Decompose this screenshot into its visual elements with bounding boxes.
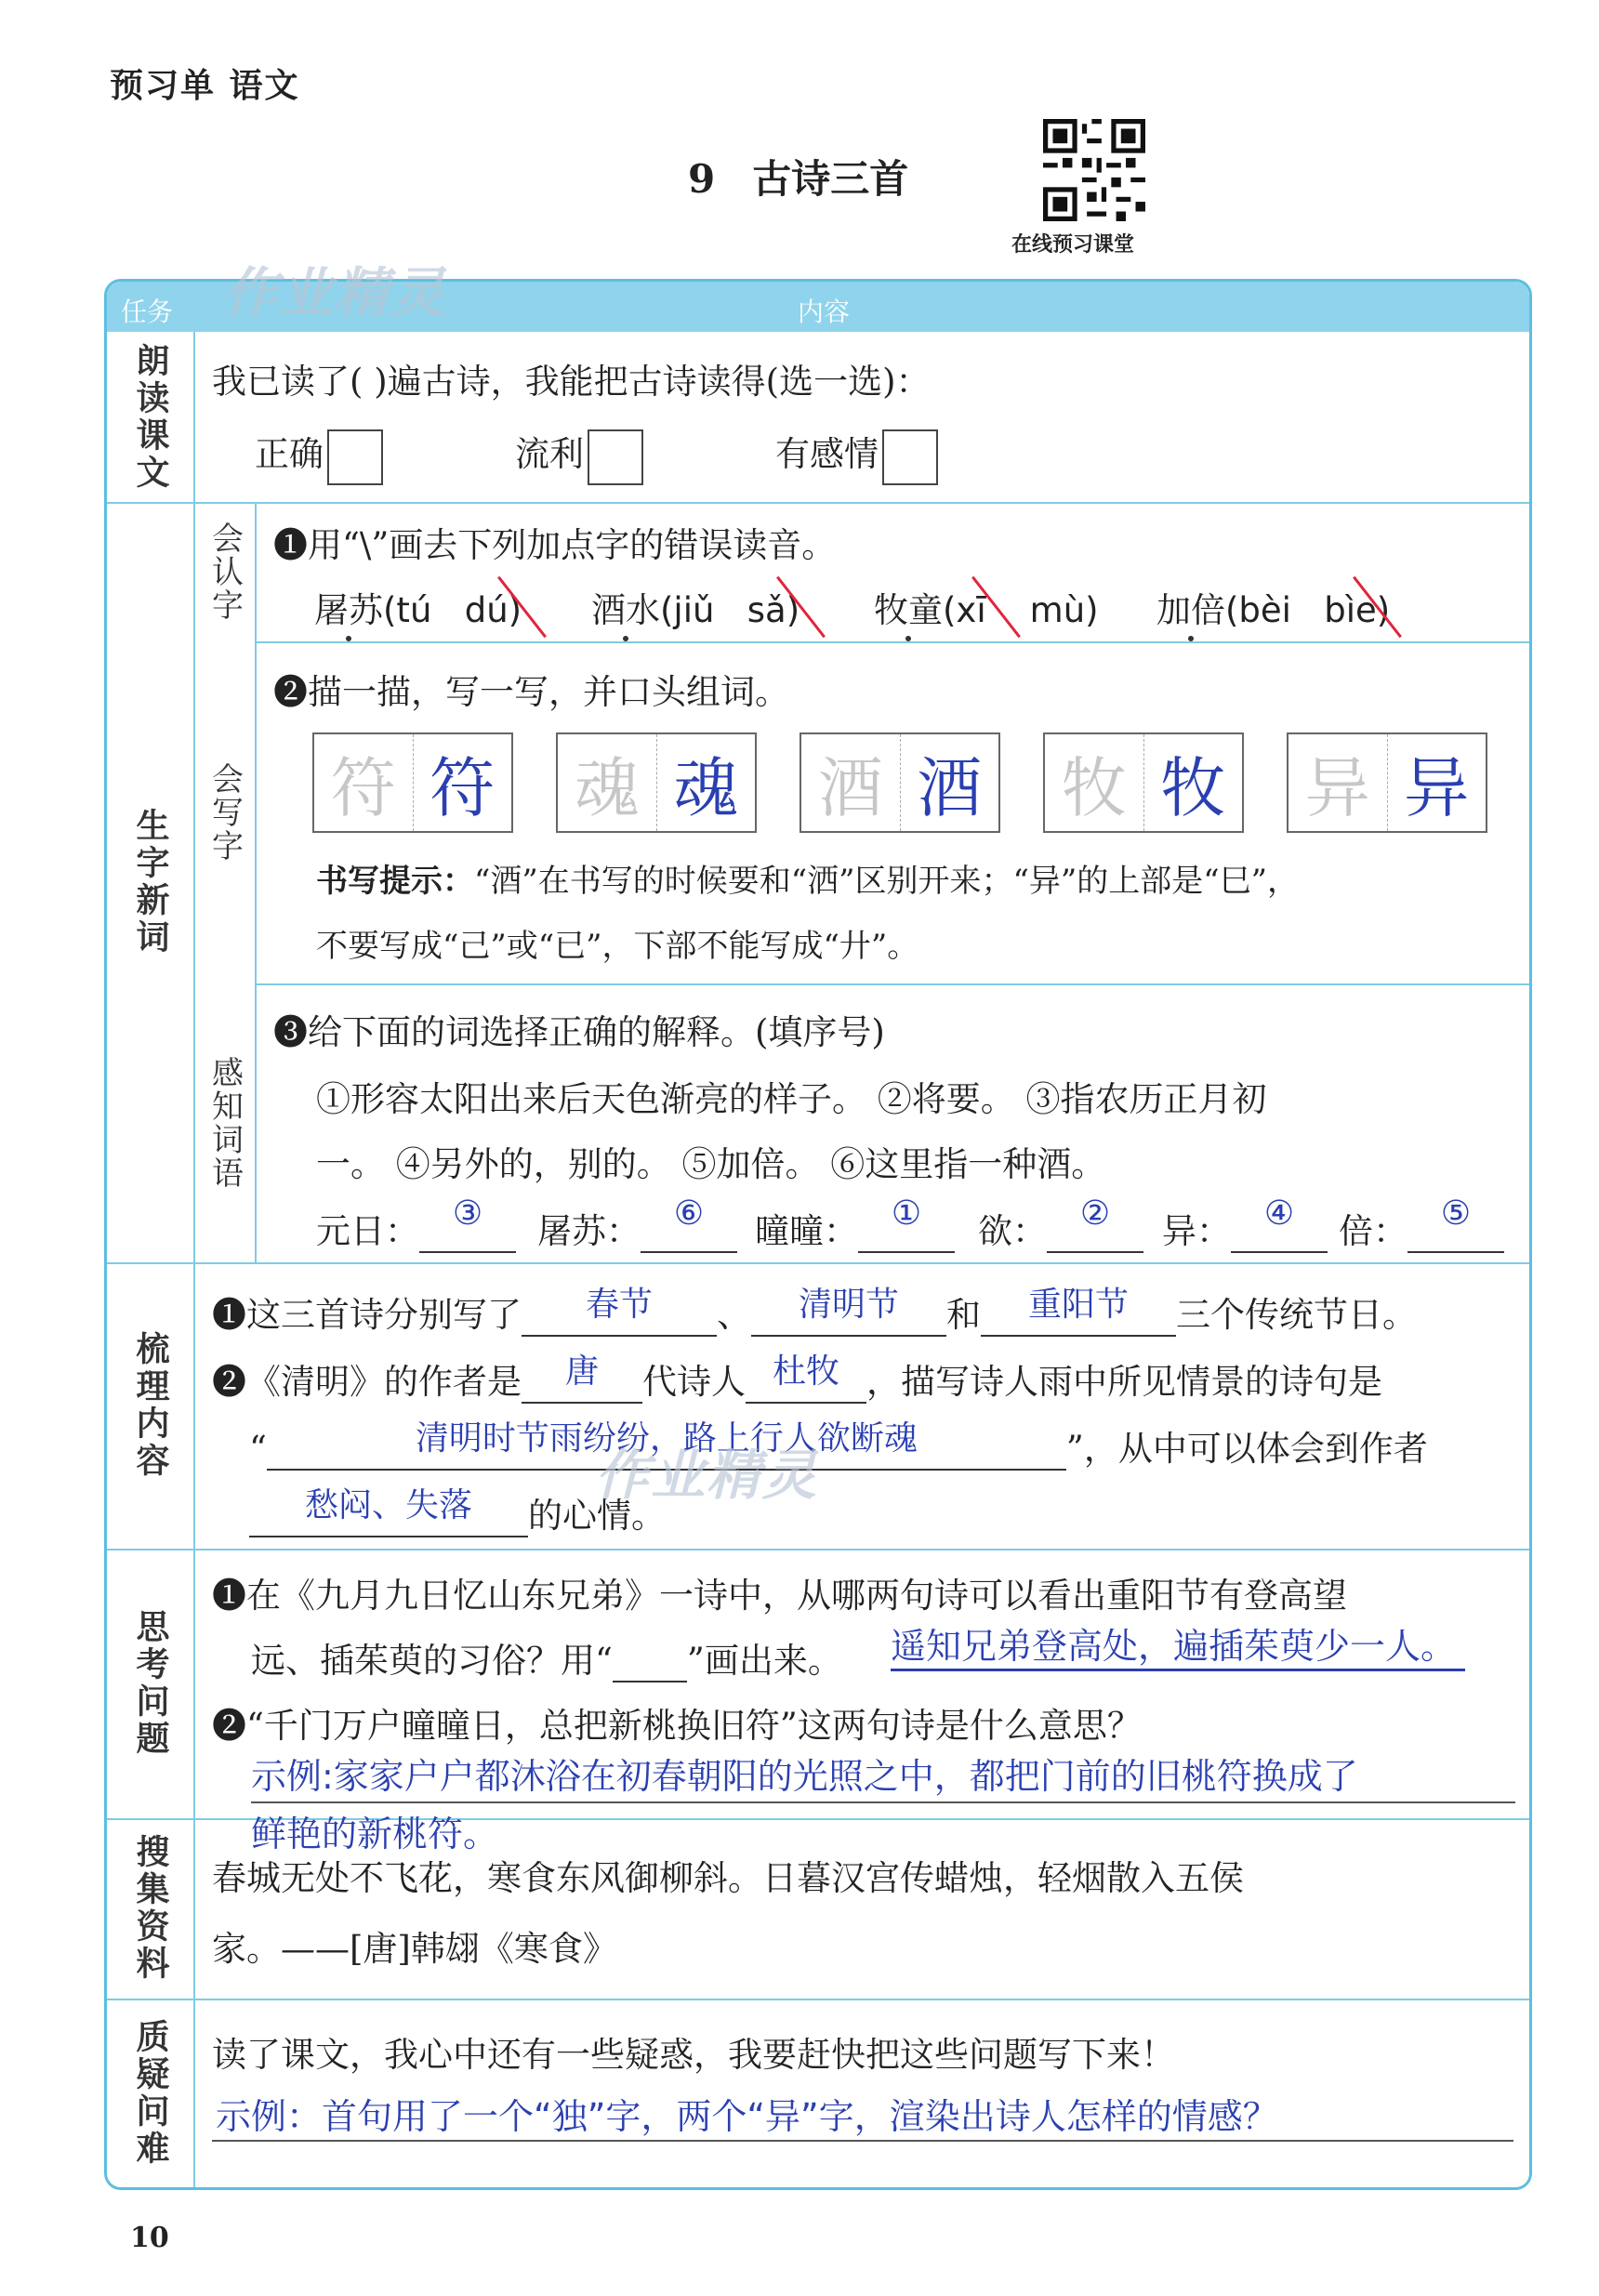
think-q1-line1: ❶在《九月九日忆山东兄弟》一诗中，从哪两句诗可以看出重阳节有登高望	[212, 1576, 1347, 1616]
char-box-jiu[interactable]: 酒 酒	[800, 732, 1000, 833]
sublabel-recognize: 会认字	[205, 521, 244, 622]
sort-line4: 愁闷、失落 的心情。	[249, 1487, 666, 1537]
lesson-name: 古诗三首	[752, 156, 909, 202]
underline-sample	[613, 1641, 687, 1682]
collect-line2: 家。——[唐]韩翃《寒食》	[212, 1929, 617, 1969]
think-q2-answer-line1[interactable]: 示例:家家户户都沐浴在初春朝阳的光照之中，都把门前的旧桃符换成了	[251, 1756, 1358, 1797]
subcolumn-divider	[255, 502, 257, 1262]
answer-blank[interactable]: ⑤	[1407, 1211, 1504, 1253]
table-header-task: 任务	[121, 297, 174, 327]
section-label-think: 思考问题	[131, 1609, 169, 1758]
section-label-characters: 生字新词	[131, 808, 169, 957]
recognize-item: 加倍(bèi bìe)	[1156, 590, 1391, 630]
row-divider	[107, 1262, 1529, 1264]
answer-blank[interactable]: 杜牧	[746, 1362, 866, 1404]
think-q2: ❷“千门万户曈曈日，总把新桃换旧符”这两句诗是什么意思？	[212, 1706, 1142, 1746]
recognize-item: 酒水(jiǔ sǎ)	[591, 590, 800, 630]
recognize-item: 屠苏(tú dú)	[314, 590, 522, 630]
lesson-number: 9	[688, 156, 716, 202]
row-divider	[255, 641, 1529, 643]
writing-tip: 书写提示：“酒”在书写的时候要和“洒”区别开来；“异”的上部是“巳”，	[316, 863, 1300, 900]
answer-blank[interactable]: ②	[1047, 1211, 1143, 1253]
row-divider	[255, 983, 1529, 985]
reading-option-fluent[interactable]: 流利	[515, 426, 643, 485]
sense-answer: 异： ④	[1162, 1203, 1328, 1253]
recognize-question: ❶用“\”画去下列加点字的错误读音。	[273, 525, 837, 565]
answer-blank[interactable]: 重阳节	[981, 1295, 1176, 1337]
qr-label: 在线预习课堂	[1011, 233, 1135, 257]
write-question: ❷描一描，写一写，并口头组词。	[273, 672, 789, 712]
sort-line2: ❷《清明》的作者是 唐 代诗人 杜牧 ，描写诗人雨中所见情景的诗句是	[212, 1353, 1382, 1402]
table-header-content: 内容	[798, 297, 851, 327]
reading-line: 我已读了( )遍古诗，我能把古诗读得(选一选)：	[212, 362, 931, 402]
char-box-hun[interactable]: 魂 魂	[556, 732, 757, 833]
reading-option-emotion[interactable]: 有感情	[775, 426, 938, 485]
sense-answer: 曈曈： ①	[755, 1203, 955, 1253]
sense-answer: 倍： ⑤	[1339, 1203, 1504, 1253]
char-box-yi[interactable]: 异 异	[1287, 732, 1487, 833]
answer-line	[251, 1801, 1515, 1803]
doubt-line: 读了课文，我心中还有一些疑惑，我要赶快把这些问题写下来！	[212, 2035, 1175, 2075]
section-label-collect: 搜集资料	[131, 1834, 169, 1983]
row-divider	[107, 502, 1529, 504]
answer-blank[interactable]: 清明节	[751, 1295, 946, 1337]
sense-answer: 欲： ②	[978, 1203, 1143, 1253]
watermark: 作业精灵	[223, 261, 447, 324]
section-label-sort: 梳理内容	[131, 1331, 169, 1480]
checkbox[interactable]	[327, 429, 383, 485]
answer-line	[212, 2140, 1513, 2142]
doubt-answer[interactable]: 示例：首句用了一个“独”字，两个“异”字，渲染出诗人怎样的情感？	[216, 2096, 1278, 2137]
sense-answer: 屠苏： ⑥	[537, 1203, 737, 1253]
checkbox[interactable]	[588, 429, 643, 485]
checkbox[interactable]	[882, 429, 938, 485]
answer-blank[interactable]: 清明时节雨纷纷，路上行人欲断魂	[267, 1429, 1066, 1471]
sense-line1: ①形容太阳出来后天色渐亮的样子。 ②将要。 ③指农历正月初	[316, 1079, 1267, 1119]
lesson-title	[688, 149, 908, 205]
sort-line1: ❶这三首诗分别写了 春节 、 清明节 和 重阳节 三个传统节日。	[212, 1286, 1417, 1335]
sublabel-write: 会写字	[205, 762, 244, 863]
watermark: 作业精灵	[595, 1444, 819, 1507]
qr-code-icon[interactable]	[1043, 119, 1145, 221]
think-q2-answer-line2[interactable]: 鲜艳的新桃符。	[251, 1814, 499, 1854]
answer-blank[interactable]: ④	[1231, 1211, 1328, 1253]
section-label-doubt: 质疑问难	[131, 2018, 169, 2168]
answer-blank[interactable]: 唐	[522, 1362, 642, 1404]
writing-tip-line2: 不要写成“己”或“已”，下部不能写成“廾”。	[316, 928, 919, 965]
answer-blank[interactable]: 愁闷、失落	[249, 1496, 528, 1537]
answer-blank[interactable]: ①	[858, 1211, 955, 1253]
page-number: 10	[130, 2222, 169, 2254]
sort-line3: “ 清明时节雨纷纷，路上行人欲断魂 ”，从中可以体会到作者	[249, 1419, 1428, 1469]
sense-answer: 元日： ③	[316, 1203, 516, 1253]
collect-line1: 春城无处不飞花，寒食东风御柳斜。日暮汉宫传蜡烛，轻烟散入五侯	[212, 1858, 1244, 1898]
row-divider	[107, 1999, 1529, 2000]
answer-blank[interactable]: ③	[419, 1211, 516, 1253]
char-box-mu[interactable]: 牧 牧	[1043, 732, 1244, 833]
answer-blank[interactable]: ⑥	[641, 1211, 737, 1253]
row-divider	[107, 1549, 1529, 1550]
answer-blank[interactable]: 春节	[522, 1295, 717, 1337]
section-label-reading: 朗读课文	[131, 342, 169, 492]
recognize-item: 牧童(xī mù)	[874, 590, 1099, 630]
char-box-fu[interactable]: 符 符	[312, 732, 513, 833]
sense-question: ❸给下面的词选择正确的解释。(填序号)	[273, 1012, 885, 1052]
think-q1-line2: 远、插茱萸的习俗？用“ ”画出来。	[251, 1641, 842, 1681]
sublabel-sense: 感知词语	[205, 1056, 244, 1190]
think-q1-answer[interactable]: 遥知兄弟登高处，遍插茱萸少一人。	[891, 1617, 1465, 1671]
reading-option-correct[interactable]: 正确	[255, 426, 383, 485]
sense-line2: 一。 ④另外的，别的。 ⑤加倍。 ⑥这里指一种酒。	[316, 1144, 1106, 1184]
header-title: 预习单 语文	[110, 67, 300, 105]
